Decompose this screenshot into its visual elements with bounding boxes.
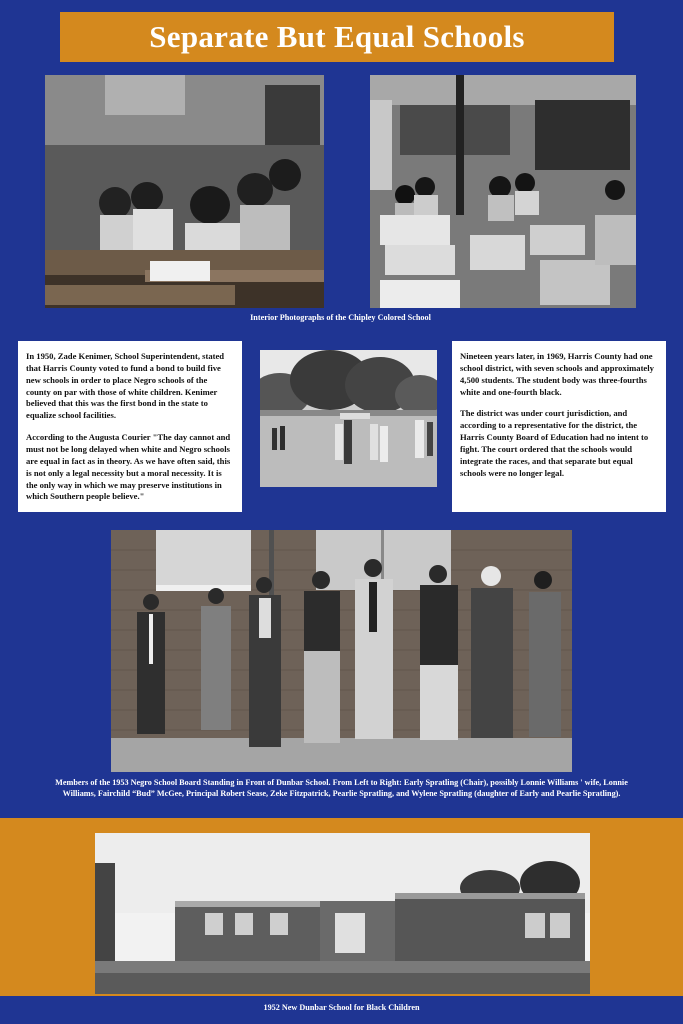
- left-paragraph-1: In 1950, Zade Kenimer, School Superintendent, stated that Harris County voted to fund a bond to build five new schools in order to place Negro schools of the county on par with those of white children. Kenimer believed that this was the first bond in the state to equalize school facilities.: [26, 351, 225, 421]
- page-title: Separate But Equal Schools: [149, 19, 525, 54]
- right-paragraph-2: The district was under court jurisdiction, and according to a representative for the district, the Harris County Board of Education had no intent to fight. The court ordered that the schools would integrate the races, and that separate but equal schools were no longer legal.: [460, 408, 649, 478]
- right-paragraph-1: Nineteen years later, in 1969, Harris County had one school district, with seven schools and approximately 4,500 students. The student body was three-fourths white and one-fourth black.: [460, 351, 654, 397]
- classroom-photo-2: [370, 75, 636, 308]
- schoolyard-photo: [260, 350, 437, 487]
- classroom-photo-1: [45, 75, 324, 308]
- board-caption: Members of the 1953 Negro School Board Standing in Front of Dunbar School. From Left to Right: Early Spratling (Chair), possibly Lonnie Williams ' wife, Lonnie Williams, Fairchild “Bud” McGee, Principal Robert Sease, Zeke Fitzpatrick, Pearlie Spratling, and Wylene Spratling (daughter of Early and Pearlie Spratling).: [55, 778, 628, 799]
- left-paragraph-2: According to the Augusta Courier "The day cannot and must not be long delayed when white and Negro schools are equal in fact as in theory. As we have often said, this is not only a legal necessity but a moral necessity. It is the only way in which we may preserve institutions in which Southern people believe.": [26, 432, 231, 502]
- left-text-panel: [18, 341, 242, 512]
- new-school-photo: [95, 833, 590, 994]
- board-members-photo: [111, 530, 572, 772]
- right-text-panel: [452, 341, 666, 512]
- new-school-caption: 1952 New Dunbar School for Black Children: [263, 1003, 420, 1012]
- title-banner: [60, 12, 614, 62]
- interior-caption: Interior Photographs of the Chipley Colored School: [250, 313, 431, 322]
